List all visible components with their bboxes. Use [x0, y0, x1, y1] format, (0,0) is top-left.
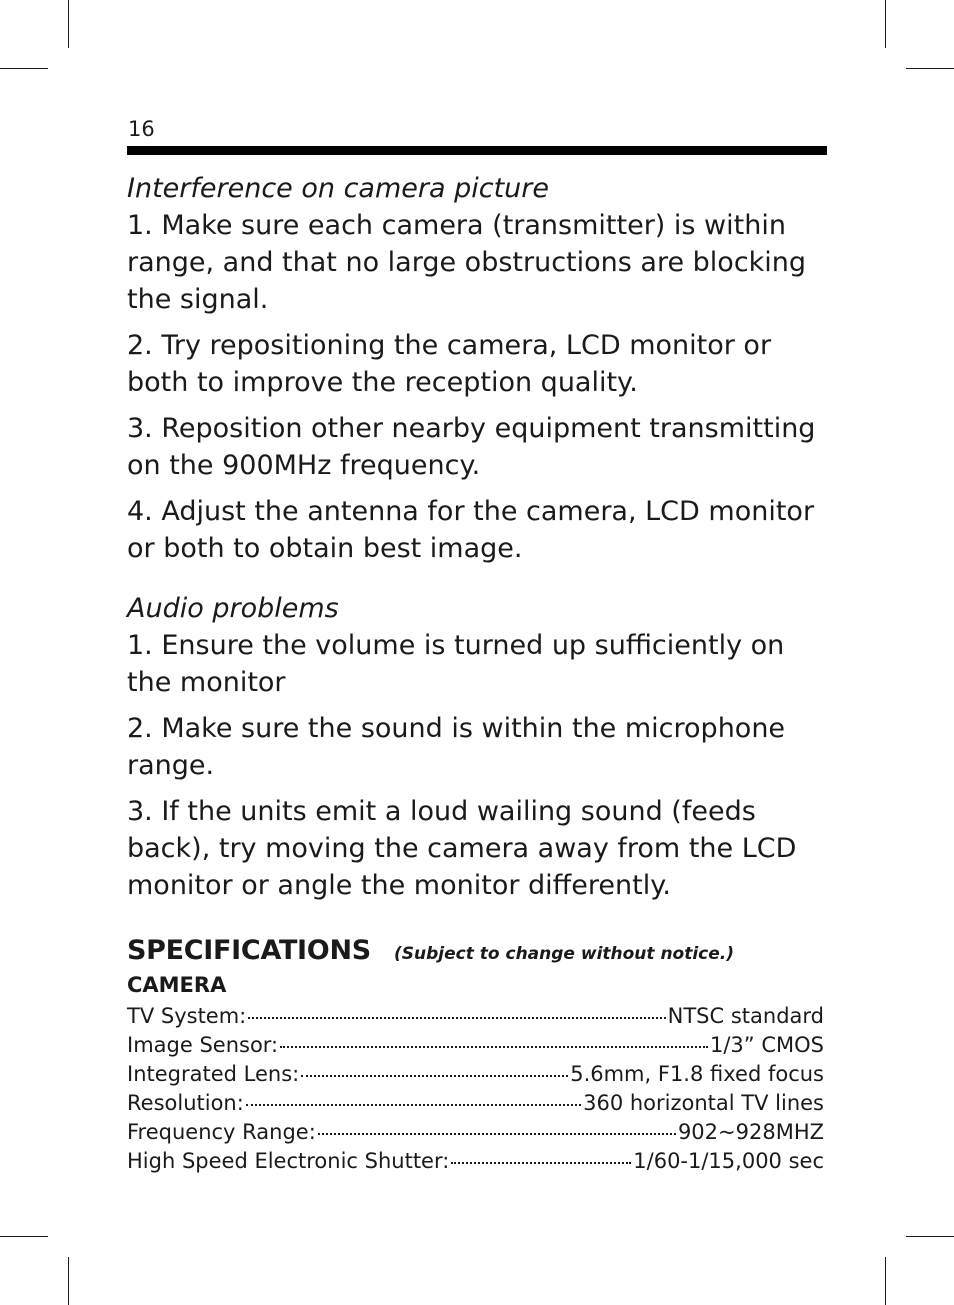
section-title: Interference on camera picture: [127, 173, 549, 204]
spec-value: 902~928MHZ: [677, 1120, 824, 1144]
specifications-header: [127, 933, 832, 972]
step-item: 4. Adjust the antenna for the camera, LCD monitor or both to obtain best image.: [127, 496, 815, 564]
dot-leader: [248, 1017, 665, 1019]
crop-mark-top-right-vertical: [885, 0, 886, 48]
spec-label: TV System:: [127, 1004, 247, 1028]
spec-value: 1/60-1/15,000 sec: [633, 1149, 824, 1173]
crop-mark-bottom-left-horizontal: [0, 1236, 48, 1237]
crop-mark-bottom-left-vertical: [68, 1257, 69, 1305]
crop-mark-bottom-right-horizontal: [906, 1236, 954, 1237]
section-spacer: [127, 913, 832, 933]
spec-row: [127, 1147, 824, 1176]
audio-section: [127, 590, 832, 904]
dot-leader: [280, 1046, 708, 1048]
page-number: 16: [128, 117, 155, 141]
specifications-title: SPECIFICATIONS: [127, 935, 371, 966]
spec-value: NTSC standard: [667, 1004, 824, 1028]
interference-section: [127, 170, 832, 567]
spec-row: [127, 1031, 824, 1060]
dot-leader: [451, 1162, 631, 1164]
page-content: [127, 170, 832, 1176]
spec-label: Integrated Lens:: [127, 1062, 300, 1086]
spec-row: [127, 1089, 824, 1118]
dot-leader: [246, 1104, 581, 1106]
step-item: 1. Make sure each camera (transmitter) is within range, and that no large obstructions are blocking the signal.: [127, 210, 807, 315]
spec-row: [127, 1118, 824, 1147]
spec-value: 1/3” CMOS: [710, 1033, 824, 1057]
crop-mark-top-right-horizontal: [906, 68, 954, 69]
step-item: 2. Make sure the sound is within the microphone range.: [127, 713, 786, 781]
step-item: 1. Ensure the volume is turned up sufficiently on the monitor: [127, 630, 785, 698]
header-rule: [127, 146, 827, 155]
step-item: 3. Reposition other nearby equipment transmitting on the 900MHz frequency.: [127, 413, 816, 481]
spec-label: High Speed Electronic Shutter:: [127, 1149, 450, 1173]
spec-value: 360 horizontal TV lines: [583, 1091, 824, 1115]
spec-row: [127, 1060, 824, 1089]
spec-label: Frequency Range:: [127, 1120, 316, 1144]
spec-row: [127, 1002, 824, 1031]
section-title: Audio problems: [127, 593, 339, 624]
dot-leader: [301, 1075, 568, 1077]
crop-mark-top-left-vertical: [68, 0, 69, 48]
spec-label: Image Sensor:: [127, 1033, 279, 1057]
section-spacer: [127, 576, 832, 590]
specifications-note: (Subject to change without notice.): [394, 944, 735, 964]
spec-label: Resolution:: [127, 1091, 244, 1115]
specifications-section: [127, 933, 832, 1176]
dot-leader: [318, 1133, 676, 1135]
step-item: 3. If the units emit a loud wailing sound (feeds back), try moving the camera away from the LCD monitor or angle the monitor differently.: [127, 796, 797, 901]
step-item: 2. Try repositioning the camera, LCD monitor or both to improve the reception quality.: [127, 330, 772, 398]
crop-mark-bottom-right-vertical: [885, 1257, 886, 1305]
camera-subtitle: CAMERA: [127, 973, 227, 997]
spec-list: [127, 1002, 824, 1176]
crop-mark-top-left-horizontal: [0, 68, 48, 69]
spec-value: 5.6mm, F1.8 fixed focus: [570, 1062, 824, 1086]
